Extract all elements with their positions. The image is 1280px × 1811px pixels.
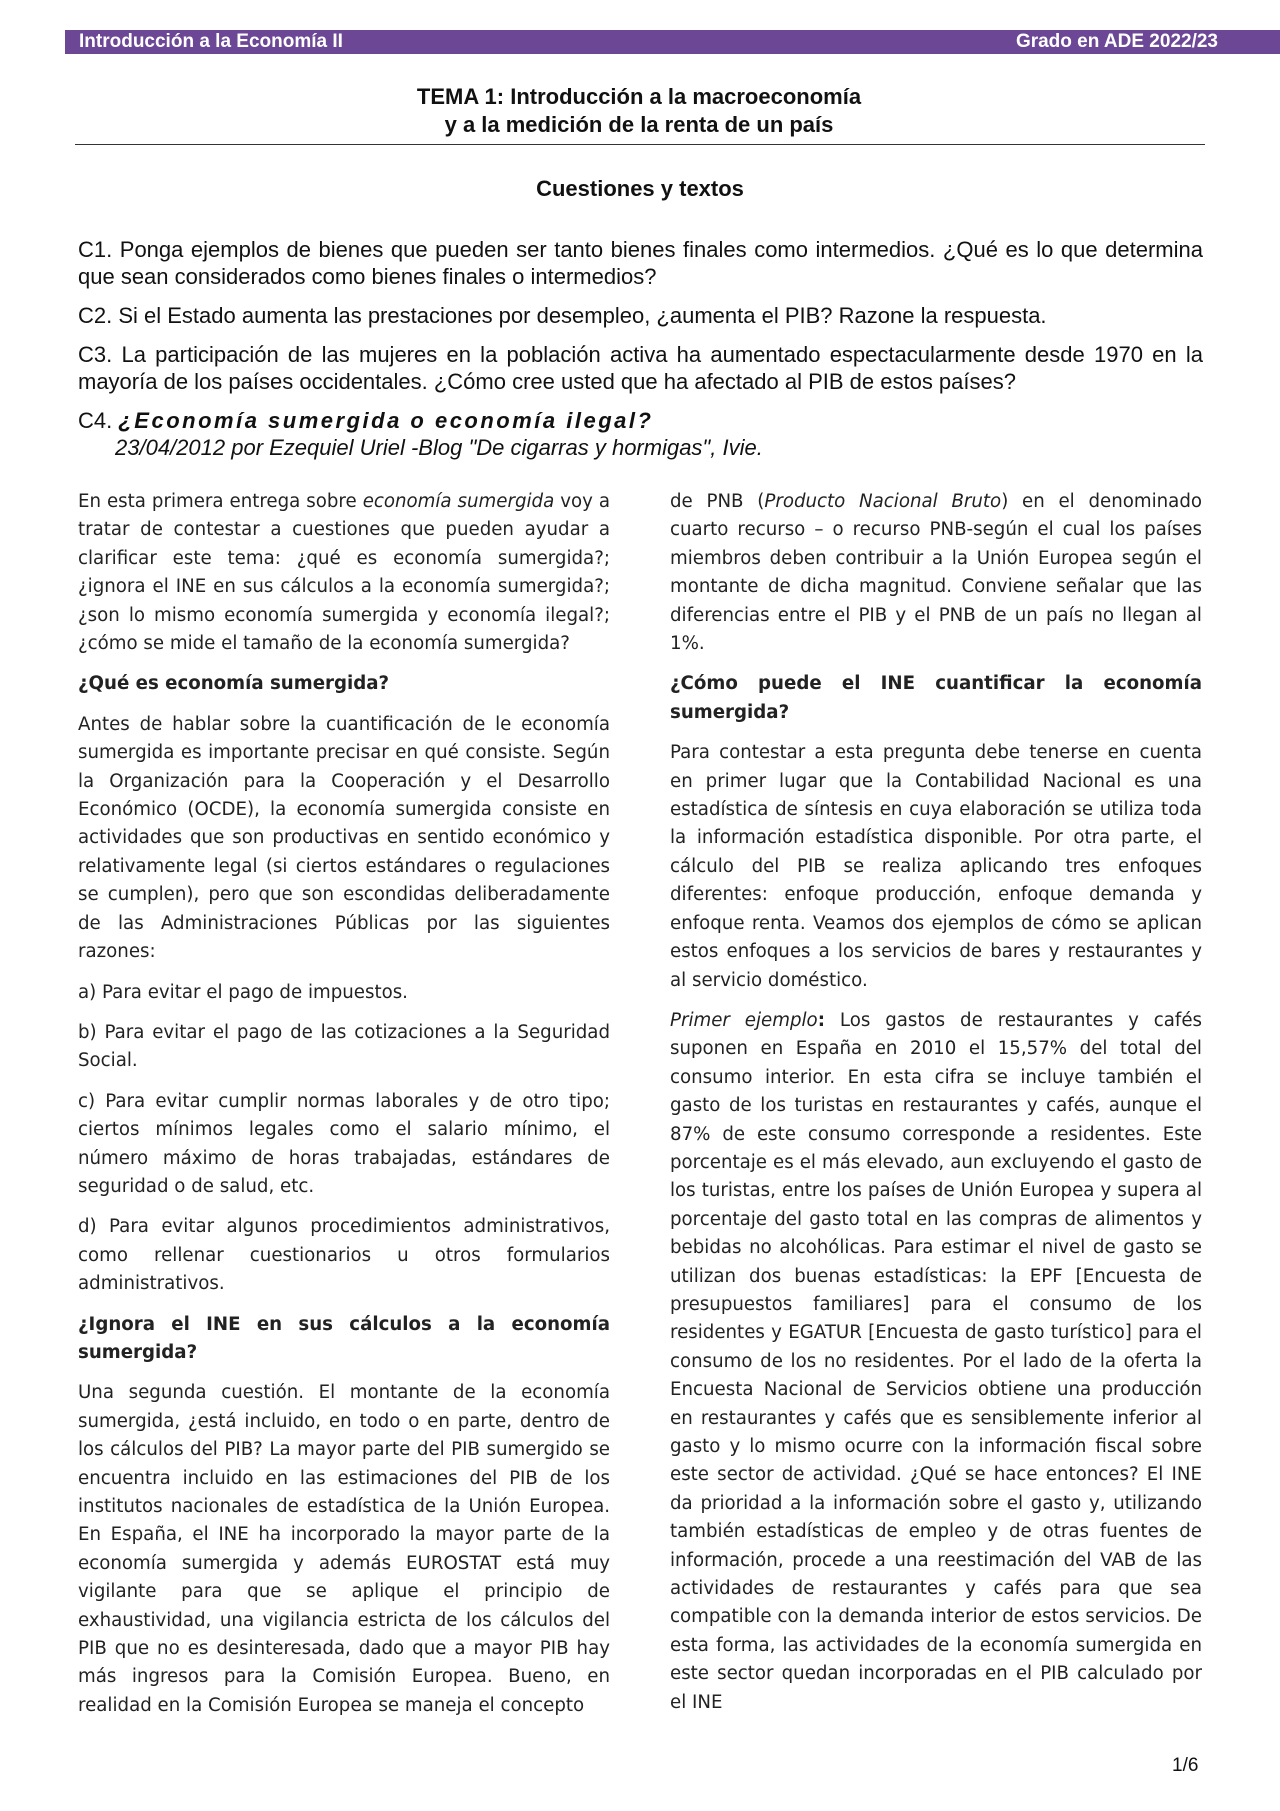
- pnb-text: de PNB (: [670, 491, 765, 512]
- heading-como-cuantificar: ¿Cómo puede el INE cuantificar la economía sumergida?: [670, 673, 1202, 723]
- questions-list: [78, 236, 1203, 473]
- paragraph-segunda-cuestion: Una segunda cuestión. El montante de la economía sumergida, ¿está incluido, en todo o en parte, dentro de los cálculos del PIB? La mayor parte del PIB sumergido se encuentra incluido en las estimaciones del PIB de los institutos nacionales de estadística de la Unión Europea. En España, el INE ha incorporado la mayor parte de la economía sumergida y además EUROSTAT está muy vigilante para que se aplique el principio de exhaustividad, una vigilancia estricta de los cálculos del PIB que no es desinteresada, dado que a mayor PIB hay más ingresos para la Comisión Europea. Bueno, en realidad en la Comisión Europea se maneja el concepto: [78, 1382, 610, 1716]
- intro-text-rest: voy a tratar de contestar a cuestiones que pueden ayudar a clarificar este tema: ¿qué es economía sumergida?; ¿ignora el INE en sus cálculos a la economía sumergida?; ¿son lo mismo economía sumergida y economía ilegal?; ¿cómo se mide el tamaño de la economía sumergida?: [78, 491, 610, 655]
- paragraph-primer-ejemplo: [670, 1007, 1202, 1717]
- page-title: [75, 83, 1203, 139]
- question-c4-title: ¿Economía sumergida o economía ilegal?: [118, 408, 654, 433]
- article-column-left: [78, 488, 610, 1732]
- page-number: 1/6: [1172, 1755, 1199, 1776]
- article-intro: [78, 488, 610, 658]
- intro-text: En esta primera entrega sobre: [78, 491, 363, 512]
- pnb-text-rest: ) en el denominado cuarto recurso – o recurso PNB-según el cual los países miembros deben contribuir a la Unión Europea según el montante de dicha magnitud. Conviene señalar que las diferencias entre el PIB y el PNB de un país no llegan al 1%.: [670, 491, 1202, 655]
- title-line-2: y a la medición de la renta de un país: [444, 112, 834, 137]
- title-line-1: TEMA 1: Introducción a la macroeconomía: [416, 84, 862, 109]
- paragraph-definition: Antes de hablar sobre la cuantificación de le economía sumergida es importante precisar en qué consiste. Según la Organización para la Cooperación y el Desarrollo Económico (OCDE), la economía sumergida consiste en actividades que son productivas en sentido económico y relativamente legal (si ciertos estándares o regulaciones se cumplen), pero que son escondidas deliberadamente de las Administraciones Públicas por las siguientes razones:: [78, 713, 610, 963]
- heading-ignora-ine: ¿Ignora el INE en sus cálculos a la economía sumergida?: [78, 1313, 610, 1363]
- reason-b: b) Para evitar el pago de las cotizaciones a la Seguridad Social.: [78, 1021, 610, 1072]
- reason-d: d) Para evitar algunos procedimientos administrativos, como rellenar cuestionarios u otros formularios administrativos.: [78, 1216, 610, 1295]
- primer-ejemplo-label: Primer ejemplo: [670, 1009, 818, 1031]
- title-divider: [75, 144, 1205, 145]
- program-year: Grado en ADE 2022/23: [1015, 31, 1218, 52]
- pnb-emphasis: Producto Nacional Bruto: [764, 491, 1002, 512]
- reason-c: c) Para evitar cumplir normas laborales y de otro tipo; ciertos mínimos legales como el salario mínimo, el número máximo de horas trabajadas, estándares de seguridad o de salud, etc.: [78, 1090, 610, 1197]
- heading-que-es: ¿Qué es economía sumergida?: [78, 673, 390, 695]
- section-heading: Cuestiones y textos: [536, 176, 744, 201]
- paragraph-contabilidad: Para contestar a esta pregunta debe tenerse en cuenta en primer lugar que la Contabilidad Nacional es una estadística de síntesis en cuya elaboración se utiliza toda la información estadística disponible. Por otra parte, el cálculo del PIB se realiza aplicando tres enfoques diferentes: enfoque producción, enfoque demanda y enfoque renta. Veamos dos ejemplos de cómo se aplican estos enfoques a los servicios de bares y restaurantes y al servicio doméstico.: [670, 742, 1202, 991]
- question-c1: C1. Ponga ejemplos de bienes que pueden ser tanto bienes finales como intermedios. ¿Qué es lo que determina que sean considerados como bienes finales o intermedios?: [78, 237, 1203, 289]
- question-c4: [78, 407, 1203, 461]
- question-c2: C2. Si el Estado aumenta las prestaciones por desempleo, ¿aumenta el PIB? Razone la respuesta.: [78, 303, 1047, 328]
- question-c4-label: C4.: [78, 408, 119, 433]
- primer-ejemplo-text: Los gastos de restaurantes y cafés suponen en España en 2010 el 15,57% del total del consumo interior. En esta cifra se incluye también el gasto de los turistas en restaurantes y cafés, aunque el 87% de este consumo corresponde a residentes. Este porcentaje es el más elevado, aun excluyendo el gasto de los turistas, entre los países de Unión Europea y supera al porcentaje del gasto total en las compras de alimentos y bebidas no alcohólicas. Para estimar el nivel de gasto se utilizan dos buenas estadísticas: la EPF [Encuesta de presupuestos familiares] para el consumo de los residentes y EGATUR [Encuesta de gasto turístico] para el consumo de los no residentes. Por el lado de la oferta la Encuesta Nacional de Servicios obtiene una producción en restaurantes y cafés que es sensiblemente inferior al gasto y lo mismo ocurre con la información fiscal sobre este sector de actividad. ¿Qué se hace entonces? El INE da prioridad a la información sobre el gasto y, utilizando también estadísticas de empleo y de otras fuentes de información, procede a una reestimación del VAB de las actividades de restaurantes y cafés para que sea compatible con la demanda interior de estos servicios. De esta forma, las actividades de la economía sumergida en este sector quedan incorporadas en el PIB calculado por el INE: [670, 1009, 1202, 1713]
- paragraph-pnb: [670, 488, 1202, 658]
- course-name: Introducción a la Economía II: [79, 31, 343, 52]
- reason-a: a) Para evitar el pago de impuestos.: [78, 981, 408, 1003]
- question-c3: C3. La participación de las mujeres en la población activa ha aumentado espectacularmente desde 1970 en la mayoría de los países occidentales. ¿Cómo cree usted que ha afectado al PIB de estos países?: [78, 342, 1203, 394]
- question-c4-source: 23/04/2012 por Ezequiel Uriel -Blog "De cigarras y hormigas", Ivie.: [115, 435, 763, 460]
- header-band: [65, 30, 1280, 54]
- intro-emphasis: economía sumergida: [362, 491, 555, 512]
- primer-ejemplo-colon: :: [817, 1009, 825, 1031]
- article-column-right: [670, 488, 1202, 1729]
